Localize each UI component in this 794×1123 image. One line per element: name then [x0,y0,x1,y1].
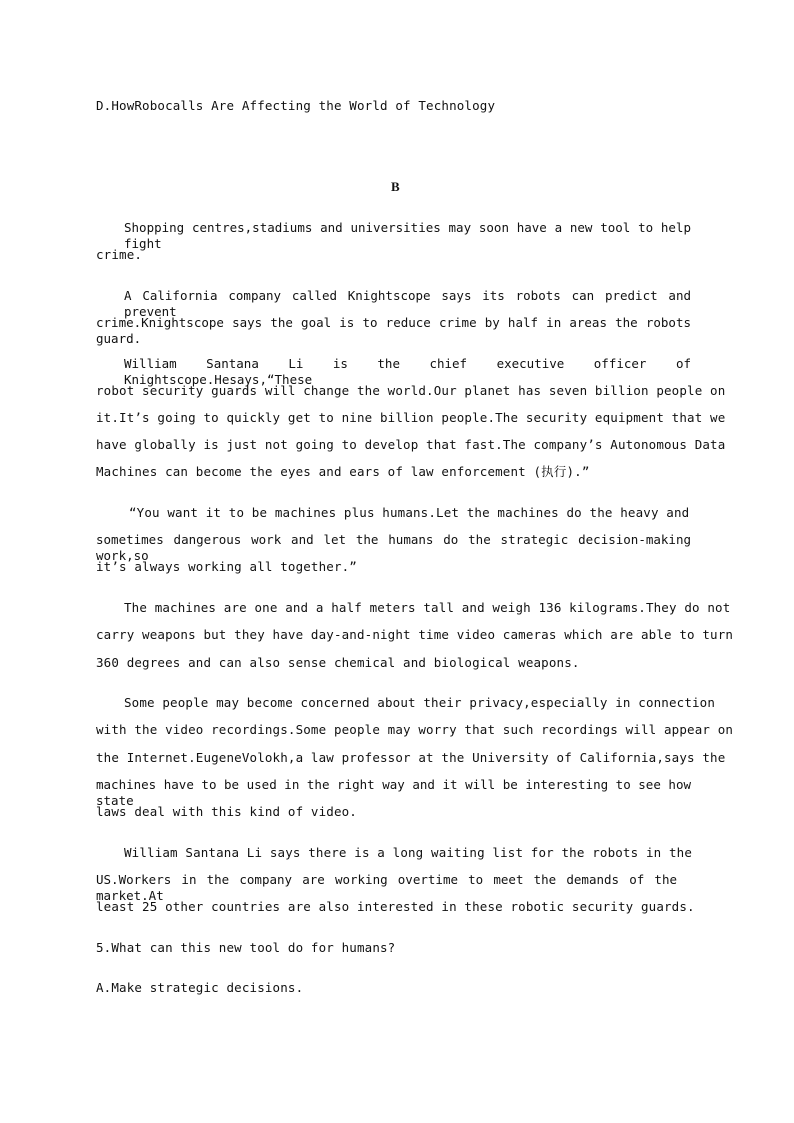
paragraph-7-line-3: least 25 other countries are also interested in these robotic security guards. [96,899,695,914]
paragraph-7-line-2: US.Workers in the company are working overtime to meet the demands of the market.At [96,872,677,903]
paragraph-1-line-2: crime. [96,247,143,262]
paragraph-3-line-5: Machines can become the eyes and ears of law enforcement (执行).” [96,464,590,479]
paragraph-6-line-5: laws deal with this kind of video. [96,804,357,819]
paragraph-3-line-4: have globally is just not going to develop that fast.The company’s Autonomous Data [96,437,726,452]
question-5-option-a: A.Make strategic decisions. [96,980,304,995]
paragraph-4-line-3: it’s always working all together.” [96,559,357,574]
paragraph-3-line-1: William Santana Li is the chief executive officer of Knightscope.Hesays,“These [124,356,691,387]
section-heading: B [391,179,400,194]
paragraph-5-line-2: carry weapons but they have day-and-night time video cameras which are able to turn [96,627,734,642]
paragraph-6-line-3: the Internet.EugeneVolokh,a law professor at the University of California,says the [96,750,726,765]
paragraph-6-line-1: Some people may become concerned about their privacy,especially in connection [124,695,716,710]
paragraph-4-line-1: “You want it to be machines plus humans.Let the machines do the heavy and [129,505,690,520]
paragraph-3-line-3: it.It’s going to quickly get to nine billion people.The security equipment that we [96,410,726,425]
paragraph-6-line-2: with the video recordings.Some people may worry that such recordings will appear on [96,722,734,737]
paragraph-7-line-1: William Santana Li says there is a long waiting list for the robots in the [124,845,692,860]
question-5: 5.What can this new tool do for humans? [96,940,396,955]
paragraph-2-line-1: A California company called Knightscope says its robots can predict and prevent [124,288,691,319]
paragraph-2-line-2: crime.Knightscope says the goal is to reduce crime by half in areas the robots guard. [96,315,691,346]
paragraph-6-line-4: machines have to be used in the right way and it will be interesting to see how state [96,777,691,808]
paragraph-1-line-1: Shopping centres,stadiums and universities may soon have a new tool to help fight [124,220,691,251]
paragraph-5-line-3: 360 degrees and can also sense chemical and biological weapons. [96,655,580,670]
previous-option-d: D.HowRobocalls Are Affecting the World of Technology [96,98,496,113]
paragraph-5-line-1: The machines are one and a half meters tall and weigh 136 kilograms.They do not [124,600,731,615]
paragraph-4-line-2: sometimes dangerous work and let the humans do the strategic decision-making work,so [96,532,691,563]
paragraph-3-line-2: robot security guards will change the world.Our planet has seven billion people on [96,383,726,398]
